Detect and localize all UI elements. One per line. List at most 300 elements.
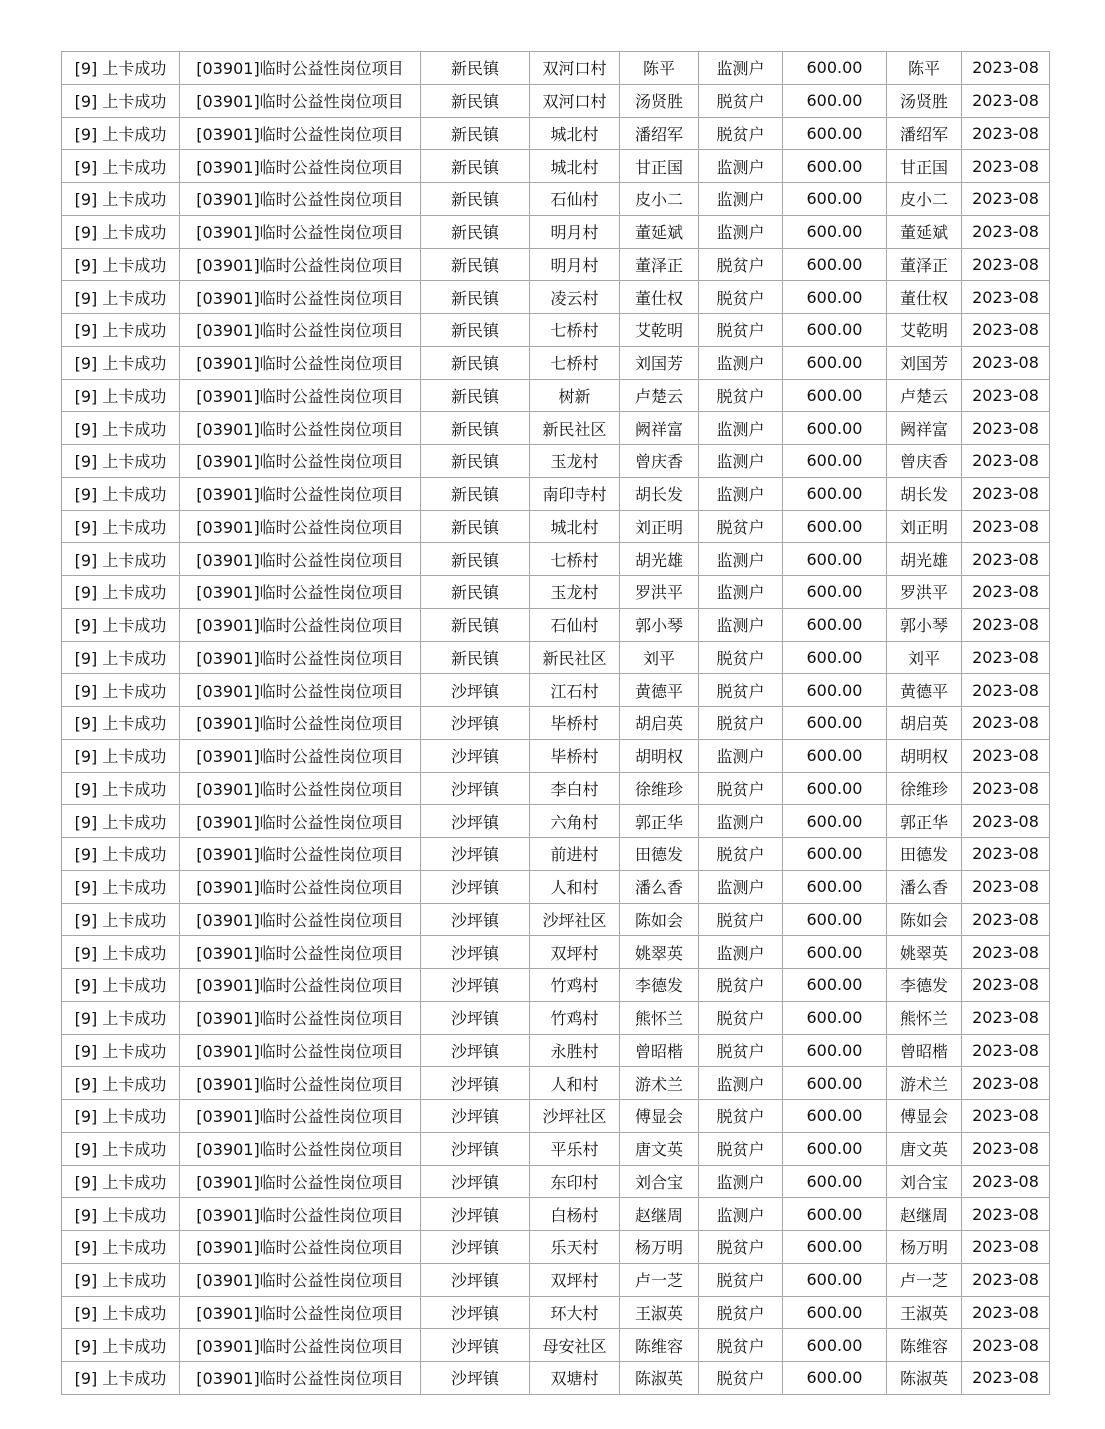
payee-cell: 汤贤胜	[887, 84, 962, 117]
project-cell: [03901]临时公益性岗位项目	[180, 739, 421, 772]
project-cell: [03901]临时公益性岗位项目	[180, 346, 421, 379]
town-cell: 沙坪镇	[421, 1362, 530, 1395]
status-cell: [9] 上卡成功	[62, 608, 180, 641]
village-cell: 竹鸡村	[530, 1001, 620, 1034]
payment-table-container	[61, 51, 1050, 1395]
table-row	[62, 1165, 1050, 1198]
project-cell: [03901]临时公益性岗位项目	[180, 510, 421, 543]
name-cell: 罗洪平	[620, 576, 699, 609]
period-cell: 2023-08	[962, 674, 1050, 707]
household-type-cell: 脱贫户	[699, 641, 783, 674]
status-cell: [9] 上卡成功	[62, 1067, 180, 1100]
town-cell: 新民镇	[421, 117, 530, 150]
period-cell: 2023-08	[962, 1165, 1050, 1198]
project-cell: [03901]临时公益性岗位项目	[180, 838, 421, 871]
project-cell: [03901]临时公益性岗位项目	[180, 707, 421, 740]
period-cell: 2023-08	[962, 1263, 1050, 1296]
amount-cell: 600.00	[783, 1067, 887, 1100]
status-cell: [9] 上卡成功	[62, 248, 180, 281]
table-row	[62, 510, 1050, 543]
status-cell: [9] 上卡成功	[62, 543, 180, 576]
status-cell: [9] 上卡成功	[62, 445, 180, 478]
amount-cell: 600.00	[783, 969, 887, 1002]
amount-cell: 600.00	[783, 510, 887, 543]
amount-cell: 600.00	[783, 576, 887, 609]
project-cell: [03901]临时公益性岗位项目	[180, 1198, 421, 1231]
payee-cell: 胡启英	[887, 707, 962, 740]
payee-cell: 刘合宝	[887, 1165, 962, 1198]
payee-cell: 罗洪平	[887, 576, 962, 609]
household-type-cell: 监测户	[699, 805, 783, 838]
household-type-cell: 监测户	[699, 412, 783, 445]
project-cell: [03901]临时公益性岗位项目	[180, 608, 421, 641]
period-cell: 2023-08	[962, 117, 1050, 150]
payee-cell: 黄德平	[887, 674, 962, 707]
payee-cell: 胡明权	[887, 739, 962, 772]
table-row	[62, 346, 1050, 379]
status-cell: [9] 上卡成功	[62, 215, 180, 248]
name-cell: 郭正华	[620, 805, 699, 838]
amount-cell: 600.00	[783, 805, 887, 838]
project-cell: [03901]临时公益性岗位项目	[180, 1067, 421, 1100]
status-cell: [9] 上卡成功	[62, 870, 180, 903]
village-cell: 石仙村	[530, 183, 620, 216]
amount-cell: 600.00	[783, 1231, 887, 1264]
payee-cell: 潘么香	[887, 870, 962, 903]
status-cell: [9] 上卡成功	[62, 510, 180, 543]
project-cell: [03901]临时公益性岗位项目	[180, 903, 421, 936]
town-cell: 沙坪镇	[421, 1231, 530, 1264]
period-cell: 2023-08	[962, 314, 1050, 347]
village-cell: 李白村	[530, 772, 620, 805]
town-cell: 新民镇	[421, 314, 530, 347]
table-row	[62, 1100, 1050, 1133]
name-cell: 陈平	[620, 52, 699, 85]
village-cell: 双河口村	[530, 84, 620, 117]
period-cell: 2023-08	[962, 346, 1050, 379]
table-row	[62, 772, 1050, 805]
amount-cell: 600.00	[783, 183, 887, 216]
table-row	[62, 1034, 1050, 1067]
village-cell: 白杨村	[530, 1198, 620, 1231]
table-row	[62, 739, 1050, 772]
table-row	[62, 1329, 1050, 1362]
period-cell: 2023-08	[962, 772, 1050, 805]
village-cell: 明月村	[530, 248, 620, 281]
amount-cell: 600.00	[783, 215, 887, 248]
household-type-cell: 监测户	[699, 52, 783, 85]
name-cell: 曾庆香	[620, 445, 699, 478]
project-cell: [03901]临时公益性岗位项目	[180, 1329, 421, 1362]
table-row	[62, 641, 1050, 674]
period-cell: 2023-08	[962, 936, 1050, 969]
town-cell: 沙坪镇	[421, 1132, 530, 1165]
name-cell: 刘国芳	[620, 346, 699, 379]
name-cell: 潘绍军	[620, 117, 699, 150]
project-cell: [03901]临时公益性岗位项目	[180, 150, 421, 183]
town-cell: 新民镇	[421, 150, 530, 183]
period-cell: 2023-08	[962, 281, 1050, 314]
town-cell: 沙坪镇	[421, 1263, 530, 1296]
name-cell: 胡光雄	[620, 543, 699, 576]
name-cell: 杨万明	[620, 1231, 699, 1264]
town-cell: 新民镇	[421, 641, 530, 674]
household-type-cell: 监测户	[699, 1165, 783, 1198]
town-cell: 新民镇	[421, 445, 530, 478]
payee-cell: 潘绍军	[887, 117, 962, 150]
table-row	[62, 215, 1050, 248]
household-type-cell: 监测户	[699, 1067, 783, 1100]
table-row	[62, 183, 1050, 216]
town-cell: 沙坪镇	[421, 1296, 530, 1329]
household-type-cell: 监测户	[699, 150, 783, 183]
name-cell: 胡明权	[620, 739, 699, 772]
town-cell: 沙坪镇	[421, 936, 530, 969]
village-cell: 树新	[530, 379, 620, 412]
payee-cell: 王淑英	[887, 1296, 962, 1329]
town-cell: 沙坪镇	[421, 1100, 530, 1133]
status-cell: [9] 上卡成功	[62, 674, 180, 707]
period-cell: 2023-08	[962, 1329, 1050, 1362]
amount-cell: 600.00	[783, 838, 887, 871]
table-row	[62, 1296, 1050, 1329]
town-cell: 新民镇	[421, 52, 530, 85]
household-type-cell: 脱贫户	[699, 1231, 783, 1264]
household-type-cell: 监测户	[699, 1198, 783, 1231]
table-row	[62, 1198, 1050, 1231]
table-row	[62, 870, 1050, 903]
amount-cell: 600.00	[783, 117, 887, 150]
table-row	[62, 969, 1050, 1002]
name-cell: 陈淑英	[620, 1362, 699, 1395]
period-cell: 2023-08	[962, 1296, 1050, 1329]
table-row	[62, 1362, 1050, 1395]
household-type-cell: 脱贫户	[699, 379, 783, 412]
status-cell: [9] 上卡成功	[62, 1296, 180, 1329]
name-cell: 阙祥富	[620, 412, 699, 445]
period-cell: 2023-08	[962, 477, 1050, 510]
town-cell: 新民镇	[421, 510, 530, 543]
amount-cell: 600.00	[783, 739, 887, 772]
table-row	[62, 1231, 1050, 1264]
status-cell: [9] 上卡成功	[62, 969, 180, 1002]
status-cell: [9] 上卡成功	[62, 1263, 180, 1296]
village-cell: 永胜村	[530, 1034, 620, 1067]
household-type-cell: 监测户	[699, 936, 783, 969]
payee-cell: 甘正国	[887, 150, 962, 183]
period-cell: 2023-08	[962, 412, 1050, 445]
household-type-cell: 脱贫户	[699, 1034, 783, 1067]
table-row	[62, 936, 1050, 969]
project-cell: [03901]临时公益性岗位项目	[180, 379, 421, 412]
project-cell: [03901]临时公益性岗位项目	[180, 1001, 421, 1034]
amount-cell: 600.00	[783, 379, 887, 412]
period-cell: 2023-08	[962, 1001, 1050, 1034]
status-cell: [9] 上卡成功	[62, 805, 180, 838]
project-cell: [03901]临时公益性岗位项目	[180, 870, 421, 903]
payee-cell: 胡光雄	[887, 543, 962, 576]
town-cell: 新民镇	[421, 412, 530, 445]
period-cell: 2023-08	[962, 1198, 1050, 1231]
village-cell: 沙坪社区	[530, 903, 620, 936]
town-cell: 新民镇	[421, 477, 530, 510]
period-cell: 2023-08	[962, 445, 1050, 478]
table-row	[62, 412, 1050, 445]
amount-cell: 600.00	[783, 445, 887, 478]
status-cell: [9] 上卡成功	[62, 1034, 180, 1067]
status-cell: [9] 上卡成功	[62, 84, 180, 117]
village-cell: 沙坪社区	[530, 1100, 620, 1133]
period-cell: 2023-08	[962, 1034, 1050, 1067]
status-cell: [9] 上卡成功	[62, 52, 180, 85]
household-type-cell: 脱贫户	[699, 1100, 783, 1133]
table-row	[62, 903, 1050, 936]
period-cell: 2023-08	[962, 805, 1050, 838]
status-cell: [9] 上卡成功	[62, 1001, 180, 1034]
amount-cell: 600.00	[783, 314, 887, 347]
household-type-cell: 脱贫户	[699, 903, 783, 936]
name-cell: 陈维容	[620, 1329, 699, 1362]
village-cell: 人和村	[530, 870, 620, 903]
name-cell: 皮小二	[620, 183, 699, 216]
amount-cell: 600.00	[783, 936, 887, 969]
name-cell: 田德发	[620, 838, 699, 871]
village-cell: 南印寺村	[530, 477, 620, 510]
period-cell: 2023-08	[962, 1132, 1050, 1165]
project-cell: [03901]临时公益性岗位项目	[180, 1362, 421, 1395]
town-cell: 新民镇	[421, 608, 530, 641]
payee-cell: 阙祥富	[887, 412, 962, 445]
village-cell: 母安社区	[530, 1329, 620, 1362]
village-cell: 东印村	[530, 1165, 620, 1198]
project-cell: [03901]临时公益性岗位项目	[180, 1034, 421, 1067]
table-row	[62, 1132, 1050, 1165]
town-cell: 新民镇	[421, 576, 530, 609]
status-cell: [9] 上卡成功	[62, 117, 180, 150]
status-cell: [9] 上卡成功	[62, 838, 180, 871]
status-cell: [9] 上卡成功	[62, 1329, 180, 1362]
town-cell: 沙坪镇	[421, 870, 530, 903]
period-cell: 2023-08	[962, 1067, 1050, 1100]
name-cell: 赵继周	[620, 1198, 699, 1231]
project-cell: [03901]临时公益性岗位项目	[180, 84, 421, 117]
payee-cell: 皮小二	[887, 183, 962, 216]
payee-cell: 艾乾明	[887, 314, 962, 347]
table-row	[62, 314, 1050, 347]
town-cell: 沙坪镇	[421, 838, 530, 871]
name-cell: 李德发	[620, 969, 699, 1002]
household-type-cell: 脱贫户	[699, 1263, 783, 1296]
village-cell: 双塘村	[530, 1362, 620, 1395]
amount-cell: 600.00	[783, 903, 887, 936]
table-row	[62, 838, 1050, 871]
project-cell: [03901]临时公益性岗位项目	[180, 543, 421, 576]
household-type-cell: 脱贫户	[699, 1329, 783, 1362]
household-type-cell: 脱贫户	[699, 84, 783, 117]
payee-cell: 陈淑英	[887, 1362, 962, 1395]
amount-cell: 600.00	[783, 543, 887, 576]
name-cell: 游术兰	[620, 1067, 699, 1100]
amount-cell: 600.00	[783, 1198, 887, 1231]
household-type-cell: 脱贫户	[699, 838, 783, 871]
household-type-cell: 监测户	[699, 576, 783, 609]
amount-cell: 600.00	[783, 1263, 887, 1296]
name-cell: 胡启英	[620, 707, 699, 740]
name-cell: 唐文英	[620, 1132, 699, 1165]
village-cell: 明月村	[530, 215, 620, 248]
status-cell: [9] 上卡成功	[62, 772, 180, 805]
household-type-cell: 监测户	[699, 445, 783, 478]
status-cell: [9] 上卡成功	[62, 903, 180, 936]
status-cell: [9] 上卡成功	[62, 346, 180, 379]
payee-cell: 徐维珍	[887, 772, 962, 805]
household-type-cell: 脱贫户	[699, 674, 783, 707]
status-cell: [9] 上卡成功	[62, 183, 180, 216]
amount-cell: 600.00	[783, 1329, 887, 1362]
status-cell: [9] 上卡成功	[62, 412, 180, 445]
name-cell: 刘平	[620, 641, 699, 674]
period-cell: 2023-08	[962, 576, 1050, 609]
village-cell: 双坪村	[530, 936, 620, 969]
village-cell: 平乐村	[530, 1132, 620, 1165]
amount-cell: 600.00	[783, 707, 887, 740]
town-cell: 新民镇	[421, 281, 530, 314]
status-cell: [9] 上卡成功	[62, 1132, 180, 1165]
household-type-cell: 脱贫户	[699, 1296, 783, 1329]
payee-cell: 卢楚云	[887, 379, 962, 412]
name-cell: 傅显会	[620, 1100, 699, 1133]
town-cell: 沙坪镇	[421, 772, 530, 805]
payee-cell: 卢一芝	[887, 1263, 962, 1296]
project-cell: [03901]临时公益性岗位项目	[180, 641, 421, 674]
period-cell: 2023-08	[962, 969, 1050, 1002]
status-cell: [9] 上卡成功	[62, 576, 180, 609]
name-cell: 卢一芝	[620, 1263, 699, 1296]
project-cell: [03901]临时公益性岗位项目	[180, 1263, 421, 1296]
village-cell: 城北村	[530, 510, 620, 543]
table-row	[62, 117, 1050, 150]
name-cell: 王淑英	[620, 1296, 699, 1329]
period-cell: 2023-08	[962, 903, 1050, 936]
name-cell: 刘正明	[620, 510, 699, 543]
town-cell: 沙坪镇	[421, 903, 530, 936]
period-cell: 2023-08	[962, 707, 1050, 740]
household-type-cell: 脱贫户	[699, 117, 783, 150]
amount-cell: 600.00	[783, 1165, 887, 1198]
town-cell: 新民镇	[421, 215, 530, 248]
project-cell: [03901]临时公益性岗位项目	[180, 117, 421, 150]
name-cell: 胡长发	[620, 477, 699, 510]
payment-record-table	[61, 51, 1050, 1395]
project-cell: [03901]临时公益性岗位项目	[180, 969, 421, 1002]
period-cell: 2023-08	[962, 379, 1050, 412]
status-cell: [9] 上卡成功	[62, 936, 180, 969]
town-cell: 沙坪镇	[421, 805, 530, 838]
household-type-cell: 监测户	[699, 608, 783, 641]
amount-cell: 600.00	[783, 84, 887, 117]
table-row	[62, 1067, 1050, 1100]
village-cell: 前进村	[530, 838, 620, 871]
town-cell: 沙坪镇	[421, 707, 530, 740]
period-cell: 2023-08	[962, 1100, 1050, 1133]
amount-cell: 600.00	[783, 641, 887, 674]
payee-cell: 董泽正	[887, 248, 962, 281]
table-row	[62, 674, 1050, 707]
household-type-cell: 脱贫户	[699, 248, 783, 281]
payee-cell: 陈平	[887, 52, 962, 85]
table-row	[62, 477, 1050, 510]
project-cell: [03901]临时公益性岗位项目	[180, 576, 421, 609]
table-row	[62, 52, 1050, 85]
project-cell: [03901]临时公益性岗位项目	[180, 805, 421, 838]
town-cell: 新民镇	[421, 84, 530, 117]
name-cell: 董泽正	[620, 248, 699, 281]
payee-cell: 陈如会	[887, 903, 962, 936]
town-cell: 沙坪镇	[421, 674, 530, 707]
town-cell: 新民镇	[421, 346, 530, 379]
period-cell: 2023-08	[962, 183, 1050, 216]
table-row	[62, 281, 1050, 314]
name-cell: 徐维珍	[620, 772, 699, 805]
town-cell: 新民镇	[421, 379, 530, 412]
town-cell: 沙坪镇	[421, 969, 530, 1002]
period-cell: 2023-08	[962, 84, 1050, 117]
project-cell: [03901]临时公益性岗位项目	[180, 1165, 421, 1198]
village-cell: 六角村	[530, 805, 620, 838]
household-type-cell: 脱贫户	[699, 969, 783, 1002]
amount-cell: 600.00	[783, 674, 887, 707]
period-cell: 2023-08	[962, 543, 1050, 576]
status-cell: [9] 上卡成功	[62, 314, 180, 347]
village-cell: 新民社区	[530, 412, 620, 445]
name-cell: 姚翠英	[620, 936, 699, 969]
household-type-cell: 脱贫户	[699, 1132, 783, 1165]
household-type-cell: 脱贫户	[699, 510, 783, 543]
household-type-cell: 监测户	[699, 739, 783, 772]
amount-cell: 600.00	[783, 281, 887, 314]
household-type-cell: 监测户	[699, 870, 783, 903]
payee-cell: 姚翠英	[887, 936, 962, 969]
payee-cell: 曾庆香	[887, 445, 962, 478]
household-type-cell: 监测户	[699, 543, 783, 576]
period-cell: 2023-08	[962, 150, 1050, 183]
status-cell: [9] 上卡成功	[62, 150, 180, 183]
amount-cell: 600.00	[783, 346, 887, 379]
village-cell: 玉龙村	[530, 445, 620, 478]
status-cell: [9] 上卡成功	[62, 641, 180, 674]
town-cell: 沙坪镇	[421, 739, 530, 772]
household-type-cell: 脱贫户	[699, 1362, 783, 1395]
amount-cell: 600.00	[783, 1296, 887, 1329]
village-cell: 毕桥村	[530, 739, 620, 772]
payee-cell: 胡长发	[887, 477, 962, 510]
period-cell: 2023-08	[962, 870, 1050, 903]
period-cell: 2023-08	[962, 248, 1050, 281]
period-cell: 2023-08	[962, 1362, 1050, 1395]
table-row	[62, 445, 1050, 478]
table-row	[62, 248, 1050, 281]
village-cell: 玉龙村	[530, 576, 620, 609]
village-cell: 七桥村	[530, 314, 620, 347]
town-cell: 沙坪镇	[421, 1329, 530, 1362]
household-type-cell: 监测户	[699, 215, 783, 248]
name-cell: 黄德平	[620, 674, 699, 707]
amount-cell: 600.00	[783, 248, 887, 281]
project-cell: [03901]临时公益性岗位项目	[180, 248, 421, 281]
table-row	[62, 543, 1050, 576]
village-cell: 新民社区	[530, 641, 620, 674]
name-cell: 潘么香	[620, 870, 699, 903]
